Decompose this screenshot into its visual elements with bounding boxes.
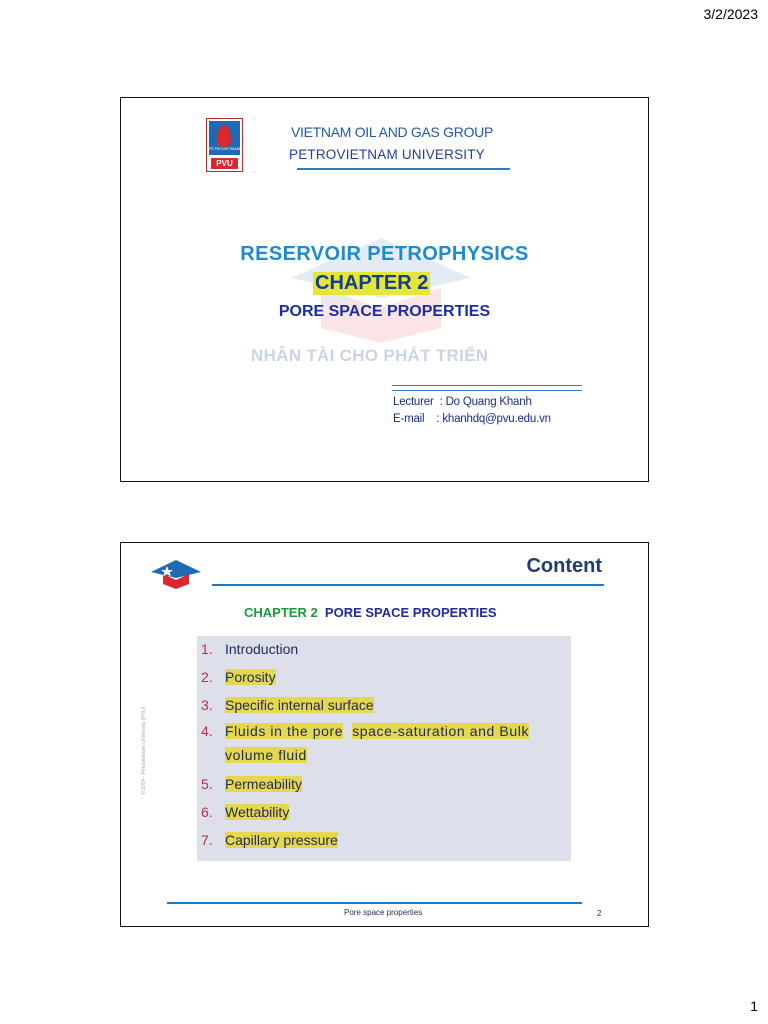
lecturer-info <box>393 394 551 428</box>
chapter-label: CHAPTER 2 <box>315 272 429 294</box>
chapter-heading <box>244 605 497 620</box>
slide-number: 2 <box>597 909 602 918</box>
list-item-text: Porosity <box>225 669 276 685</box>
list-item-number: 4. <box>201 723 213 739</box>
list-item-text <box>225 719 565 767</box>
list-item-text: Introduction <box>225 641 299 657</box>
list-item-number: 2. <box>201 669 213 685</box>
list-item-text: Specific internal surface <box>225 697 374 713</box>
group-name: VIETNAM OIL AND GAS GROUP <box>291 124 494 140</box>
chapter-label: CHAPTER 2 <box>244 605 318 620</box>
copyright-vertical-text: © 2014 - Petrovietnam University (PVU) <box>141 706 147 795</box>
page-number: 1 <box>750 998 758 1014</box>
chapter-title: PORE SPACE PROPERTIES <box>324 605 497 620</box>
slide-2 <box>120 542 649 927</box>
list-item-number: 6. <box>201 804 213 820</box>
course-title: RESERVOIR PETROPHYSICS <box>240 243 529 265</box>
list-item-number: 3. <box>201 697 213 713</box>
university-underline <box>297 168 510 170</box>
list-item-text: Wettability <box>225 804 290 820</box>
email-line: E-mail : khanhdq@pvu.edu.vn <box>393 413 551 425</box>
footer-title: Pore space properties <box>344 908 423 917</box>
list-item-number: 1. <box>201 641 213 657</box>
chapter-subtitle: PORE SPACE PROPERTIES <box>278 303 491 320</box>
list-item-text-part: space-saturation and Bulk <box>352 723 530 739</box>
pvu-logo-icon <box>149 554 203 590</box>
list-item-text: Capillary pressure <box>225 832 338 848</box>
slide-1 <box>120 97 649 482</box>
list-item-number: 7. <box>201 832 213 848</box>
lecturer-divider <box>392 385 582 391</box>
university-name: PETROVIETNAM UNIVERSITY <box>289 147 485 162</box>
logo-brand-text: PETROVIETNAM <box>208 146 241 151</box>
lecturer-line: Lecturer : Do Quang Khanh <box>393 396 532 408</box>
logo-pvu-text: PVU <box>211 158 238 169</box>
list-item-text: Permeability <box>225 776 303 792</box>
print-date: 3/2/2023 <box>703 6 758 22</box>
list-item-number: 5. <box>201 776 213 792</box>
petrovietnam-pvu-logo <box>206 118 243 172</box>
watermark-slogan: NHÂN TÀI CHO PHÁT TRIỂN <box>251 346 489 365</box>
heading-underline <box>212 584 604 586</box>
footer-line <box>167 902 582 904</box>
slide-heading: Content <box>526 555 602 577</box>
list-item-text-part: volume fluid <box>225 747 307 763</box>
list-item-text-part: Fluids in the pore <box>225 723 344 739</box>
